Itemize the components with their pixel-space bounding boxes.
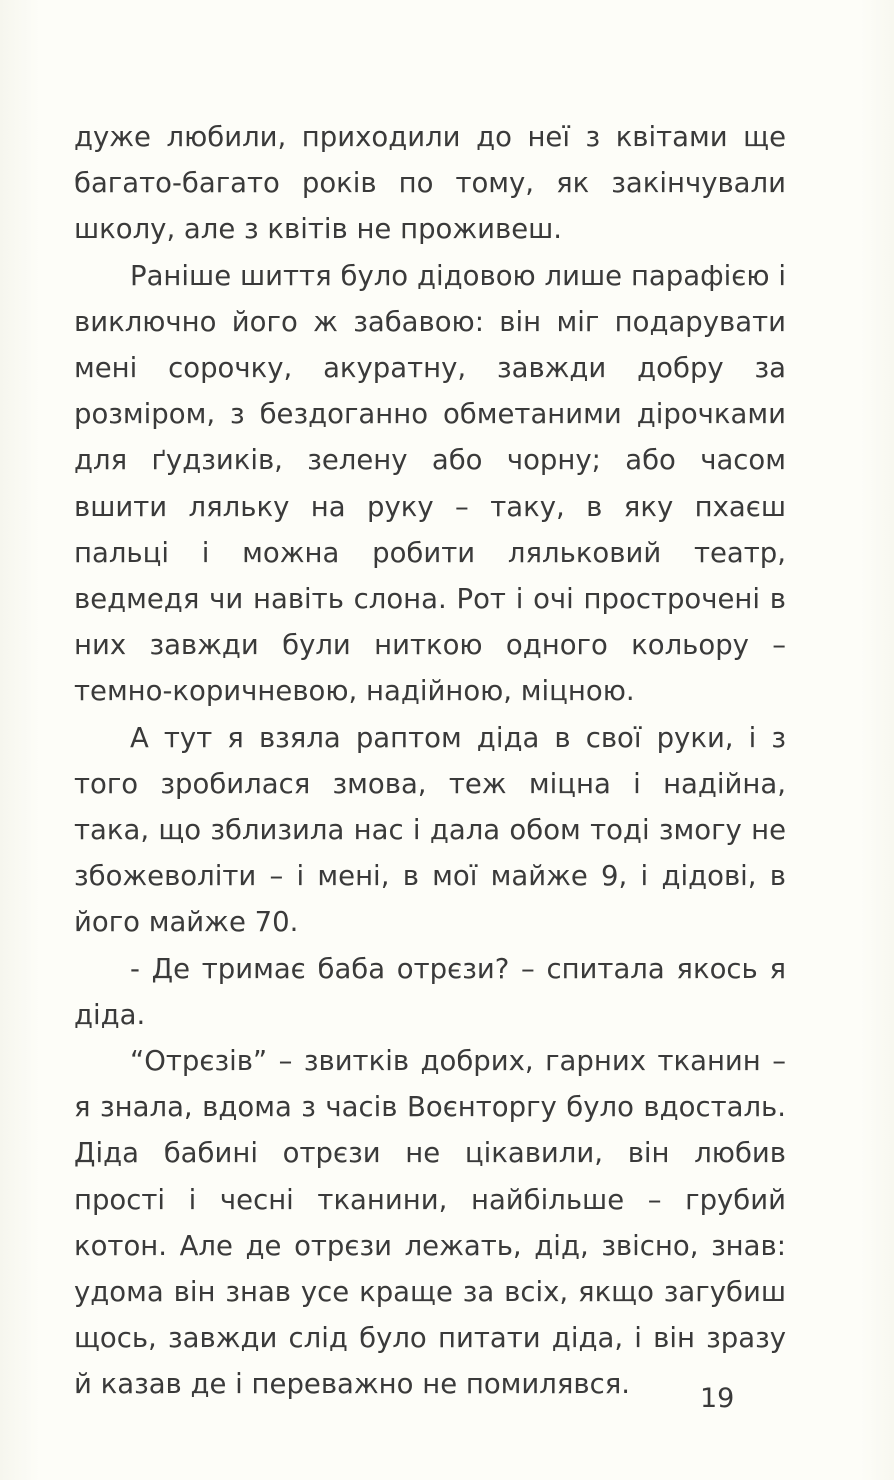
paragraph-4: - Де тримає баба отрєзи? – спитала якось я діда. <box>74 952 786 1031</box>
paragraph-2: Раніше шиття було дідовою лише парафією і виключно його ж забавою: він міг подарувати мені сорочку, акуратну, завжди добру за розміром, з бездоганно обметаними дірочками для ґудзиків, зелену або чорну; або часом вшити ляльку на руку – таку, в яку пхаєш пальці і можна робити ляльковий театр, ведмедя чи навіть слона. Рот і очі прострочені в них завжди були ниткою одного кольору – темно-коричневою, надійною, міцною. <box>74 259 786 708</box>
paragraph-5: “Отрєзів” – звитків добрих, гарних тканин – я знала, вдома з часів Воєнторгу було вдосталь. Діда бабині отрєзи не цікавили, він любив прості і чесні тканини, найбільше – грубий котон. Але де отрєзи лежать, дід, звісно, знав: удома він знав усе краще за всіх, якщо загубиш щось, завжди слід було питати діда, і він зразу й казав де і переважно не помилявся. <box>74 1045 786 1401</box>
page-number: 19 <box>700 1383 735 1414</box>
paragraph-1: дуже любили, приходили до неї з квітами ще багато-багато років по тому, як закінчували школу, але з квітів не проживеш. <box>74 121 786 246</box>
body-text <box>74 114 786 1408</box>
paragraph-3: А тут я взяла раптом діда в свої руки, і з того зробилася змова, теж міцна і надійна, така, що зблизила нас і дала обом тоді змогу не збожеволіти – і мені, в мої майже 9, і дідові, в його майже 70. <box>74 721 786 939</box>
